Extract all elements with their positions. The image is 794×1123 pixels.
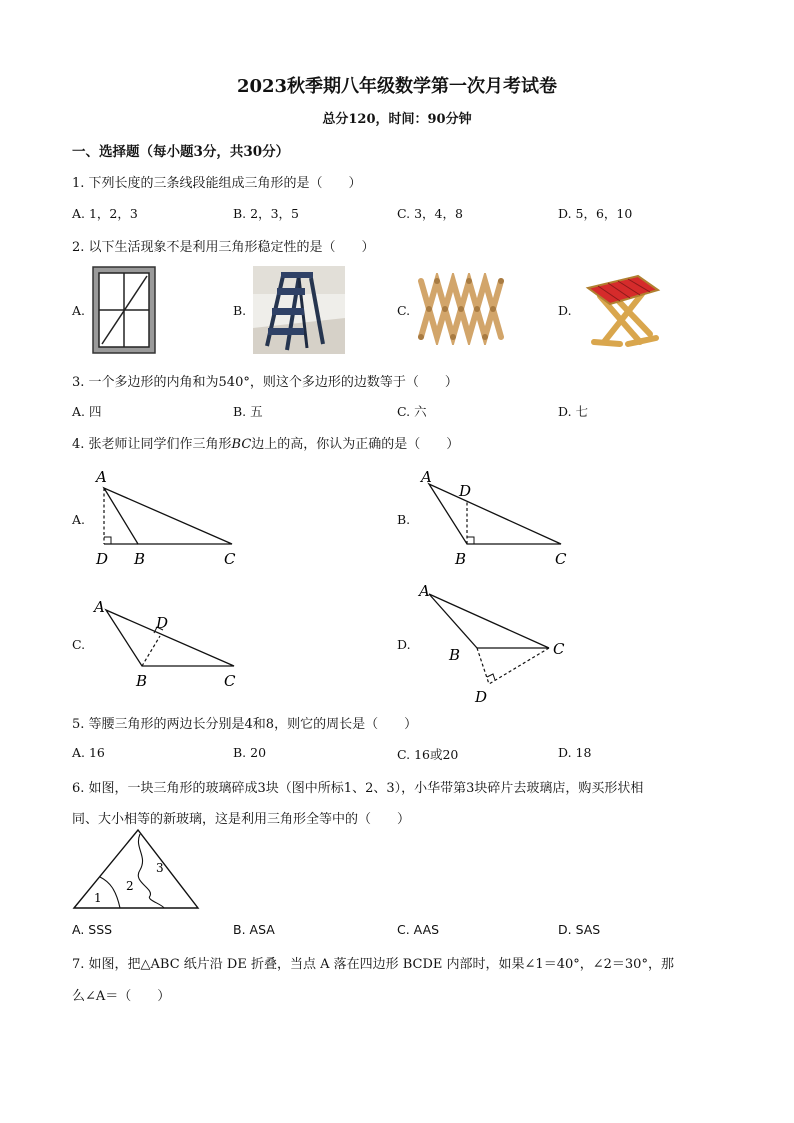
- page-subtitle: 总分120，时间：90分钟: [322, 112, 472, 127]
- window-frame-image: [92, 266, 156, 354]
- q4-figure-c: [90, 594, 250, 694]
- q4d-label-a: A: [419, 582, 430, 600]
- q6-option-a: A. SSS: [72, 922, 113, 937]
- q1-option-c: C. 3，4，8: [397, 206, 463, 221]
- q4c-label-b: B: [136, 672, 148, 690]
- q2-option-d: D.: [558, 303, 572, 318]
- q4-option-b: B.: [397, 512, 411, 527]
- expanding-rack-image: [413, 273, 513, 345]
- q4b-label-c: C: [555, 550, 567, 568]
- q2-option-a: A.: [72, 303, 86, 318]
- q4c-label-a: A: [94, 598, 105, 616]
- glass-piece-1-label: 1: [94, 891, 102, 905]
- q1-option-d: D. 5，6，10: [558, 206, 633, 221]
- glass-piece-3-label: 3: [156, 861, 164, 875]
- question-2-stem: 2. 以下生活现象不是利用三角形稳定性的是（ ）: [72, 240, 375, 255]
- step-ladder-image: [253, 266, 345, 354]
- q4c-label-c: C: [224, 672, 236, 690]
- q4a-label-a: A: [96, 468, 107, 486]
- question-5-stem: 5. 等腰三角形的两边长分别是4和8，则它的周长是（ ）: [72, 717, 418, 732]
- question-6-stem-line1: 6. 如图，一块三角形的玻璃碎成3块（图中所标1、2、3），小华带第3块碎片去玻璃店，购买形状相: [72, 781, 644, 796]
- broken-glass-triangle: [72, 826, 204, 914]
- q2-option-c: C.: [397, 303, 411, 318]
- question-6-stem-line2: 同、大小相等的新玻璃，这是利用三角形全等中的（ ）: [72, 812, 411, 827]
- q4-stem-post: 边上的高，你认为正确的是（ ）: [251, 437, 460, 452]
- q5-option-c: C. 16或20: [397, 747, 459, 762]
- q4d-label-b: B: [449, 646, 461, 664]
- q4-figure-d: [415, 580, 585, 708]
- q3-option-b: B. 五: [233, 404, 263, 419]
- q3-option-c: C. 六: [397, 404, 427, 419]
- q2-option-b: B.: [233, 303, 247, 318]
- section-heading: 一、选择题（每小题3分，共30分）: [72, 144, 290, 160]
- q4d-label-d: D: [475, 688, 488, 706]
- q6-option-d: D. SAS: [558, 922, 601, 937]
- q4-stem-var: BC: [231, 437, 252, 452]
- glass-piece-2-label: 2: [126, 879, 134, 893]
- q6-option-c: C. AAS: [397, 922, 440, 937]
- question-4-stem: [72, 433, 459, 452]
- page-title: 2023秋季期八年级数学第一次月考试卷: [236, 76, 558, 97]
- q4-figure-a: [90, 464, 250, 572]
- q4-option-a: A.: [72, 512, 86, 527]
- q4d-label-c: C: [553, 640, 565, 658]
- q4-option-c: C.: [72, 637, 86, 652]
- q1-option-b: B. 2，3，5: [233, 206, 299, 221]
- q4b-label-b: B: [455, 550, 467, 568]
- q4-figure-b: [415, 464, 575, 572]
- q4a-label-b: B: [134, 550, 146, 568]
- q6-option-b: B. ASA: [233, 922, 275, 937]
- q3-option-d: D. 七: [558, 404, 589, 419]
- question-1-stem: 1. 下列长度的三条线段能组成三角形的是（ ）: [72, 176, 362, 191]
- q5-option-b: B. 20: [233, 745, 267, 760]
- q4a-label-d: D: [96, 550, 109, 568]
- q4c-label-d: D: [156, 614, 169, 632]
- question-7-stem-line1: 7. 如图，把△ABC 纸片沿 DE 折叠，当点 A 落在四边形 BCDE 内部时，如果∠1＝40°，∠2＝30°，那: [72, 957, 674, 972]
- q4b-label-a: A: [421, 468, 432, 486]
- q5-option-a: A. 16: [72, 745, 105, 760]
- q1-option-a: A. 1，2，3: [72, 206, 138, 221]
- q4-option-d: D.: [397, 637, 411, 652]
- question-7-stem-line2: 么∠A＝（ ）: [72, 989, 171, 1004]
- question-3-stem: 3. 一个多边形的内角和为540°，则这个多边形的边数等于（ ）: [72, 375, 458, 390]
- folding-stool-image: [580, 272, 664, 350]
- q4b-label-d: D: [459, 482, 472, 500]
- q4-stem-pre: 4. 张老师让同学们作三角形: [72, 437, 232, 452]
- q5-option-d: D. 18: [558, 745, 592, 760]
- q3-option-a: A. 四: [72, 404, 102, 419]
- q4a-label-c: C: [224, 550, 236, 568]
